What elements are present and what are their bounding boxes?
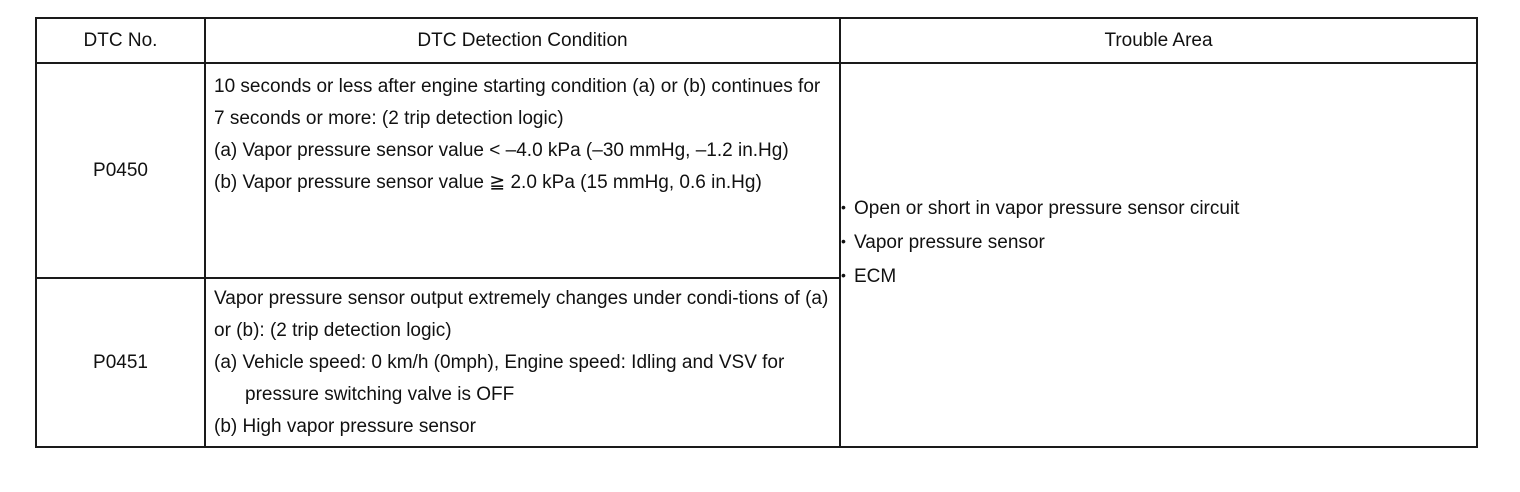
trouble-area-item: Open or short in vapor pressure sensor circuit [854, 198, 1240, 219]
dtc-code: P0451 [36, 278, 205, 447]
table-row [36, 63, 1477, 278]
list-item [841, 259, 1476, 293]
list-item [841, 225, 1476, 259]
bullet-icon: • [841, 199, 846, 215]
detection-condition [205, 278, 840, 447]
header-dtc-no: DTC No. [36, 18, 205, 63]
detection-condition [205, 63, 840, 278]
condition-item: (a) Vapor pressure sensor value < –4.0 kPa (–30 mmHg, –1.2 in.Hg) [214, 140, 789, 161]
list-item [841, 191, 1476, 225]
condition-item: (a) Vehicle speed: 0 km/h (0mph), Engine speed: Idling and VSV for pressure switching valve is OFF [214, 352, 785, 405]
trouble-area-list [841, 191, 1476, 293]
condition-item: (b) Vapor pressure sensor value ≧ 2.0 kPa (15 mmHg, 0.6 in.Hg) [214, 172, 762, 193]
condition-item: (b) High vapor pressure sensor [214, 416, 476, 437]
trouble-area-item: Vapor pressure sensor [854, 232, 1045, 253]
trouble-area-item: ECM [854, 266, 897, 287]
header-trouble-area: Trouble Area [840, 18, 1477, 63]
trouble-area [840, 63, 1477, 447]
dtc-table [35, 17, 1478, 448]
condition-intro: Vapor pressure sensor output extremely changes under condi-tions of (a) or (b): (2 trip detection logic) [214, 288, 829, 341]
table-header-row [36, 18, 1477, 63]
bullet-icon: • [841, 267, 846, 283]
header-detection-condition: DTC Detection Condition [205, 18, 840, 63]
bullet-icon: • [841, 233, 846, 249]
condition-intro: 10 seconds or less after engine starting condition (a) or (b) continues for 7 seconds or more: (2 trip detection logic) [214, 76, 821, 129]
dtc-code: P0450 [36, 63, 205, 278]
